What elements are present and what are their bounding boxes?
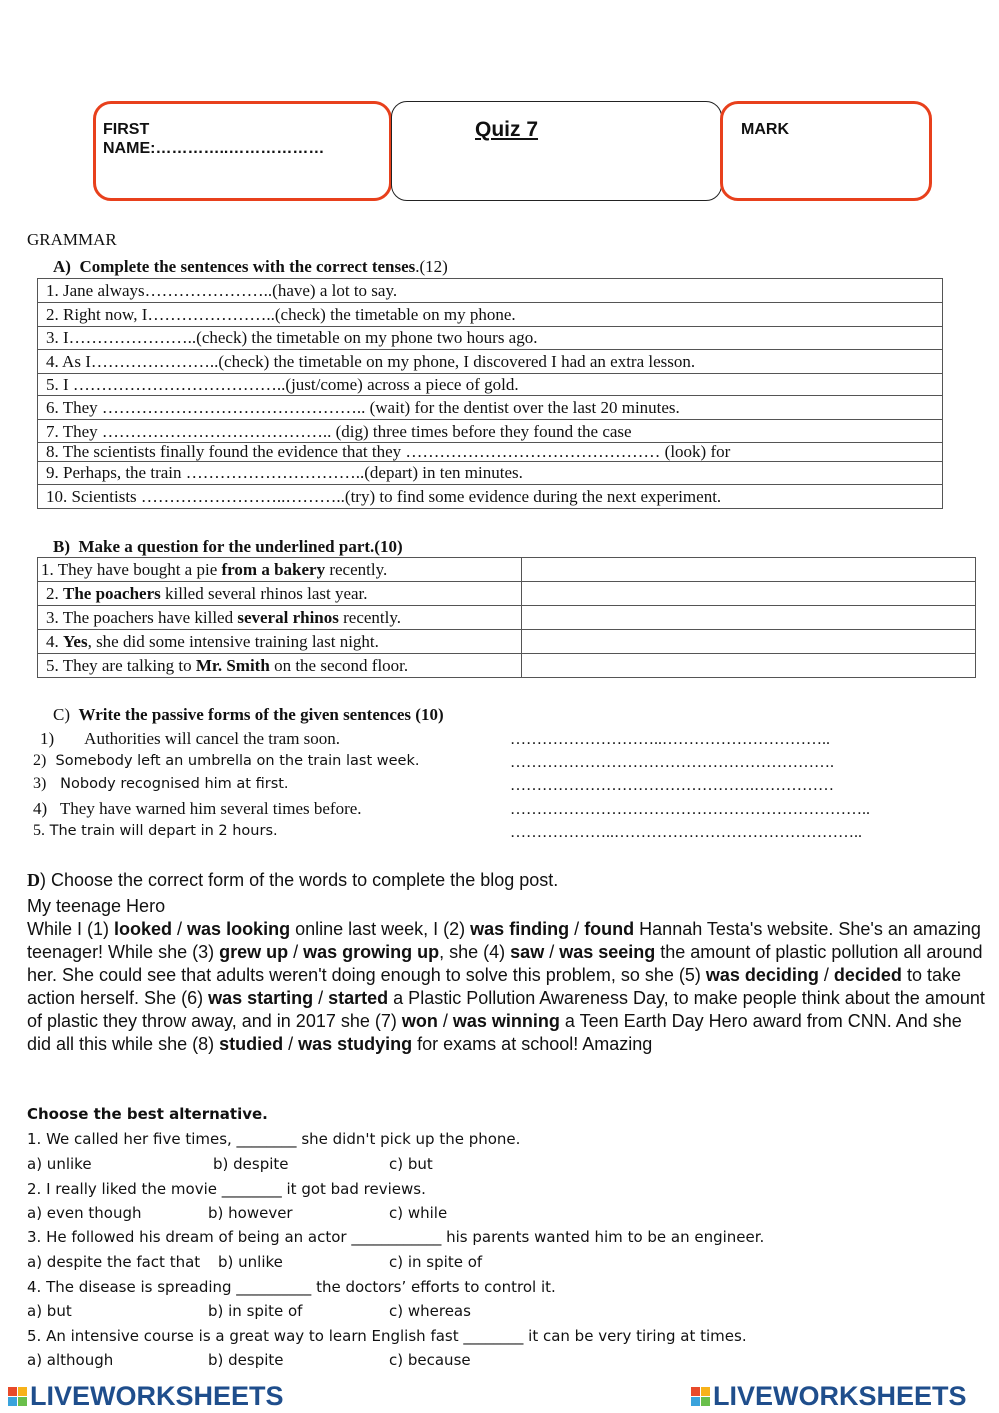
alt-question: 3. He followed his dream of being an actor ____________ his parents wanted him to be an engineer.: [27, 1228, 765, 1246]
section-a-row: 5. I ………………………………..(just/come) across a piece of gold.: [38, 374, 943, 396]
section-c-answer-line[interactable]: …………………………………………………………..: [510, 801, 870, 818]
alt-question: 1. We called her five times, ________ she didn't pick up the phone.: [27, 1130, 521, 1148]
option-3a[interactable]: grew up: [219, 942, 289, 962]
option-1a[interactable]: looked: [114, 919, 173, 939]
section-a-row: 6. They ……………………………………….. (wait) for the dentist over the last 20 minutes.: [38, 396, 943, 420]
grammar-heading: GRAMMAR: [27, 230, 117, 249]
option-8b[interactable]: was studying: [298, 1034, 413, 1054]
section-c-answer-line[interactable]: …………………………………………………….: [510, 754, 834, 771]
alt-option-b[interactable]: b) in spite of: [208, 1302, 303, 1320]
liveworksheets-logo-left: LIVEWORKSHEETS: [8, 1381, 284, 1412]
section-b-title: B) Make a question for the underlined part.(10): [53, 537, 403, 556]
option-7b[interactable]: was winning: [452, 1011, 560, 1031]
alternatives-title: Choose the best alternative.: [27, 1105, 268, 1123]
option-5b[interactable]: decided: [833, 965, 902, 985]
section-b-answer-cell[interactable]: [522, 606, 976, 630]
option-2b[interactable]: found: [584, 919, 635, 939]
section-c-title: C) Write the passive forms of the given sentences (10): [53, 705, 444, 724]
section-d-title: D) Choose the correct form of the words to complete the blog post.: [27, 870, 559, 890]
section-b-answer-cell[interactable]: [522, 558, 976, 582]
first-name-box: [93, 101, 392, 201]
section-b-question: 5. They are talking to Mr. Smith on the second floor.: [38, 654, 522, 678]
alt-option-b[interactable]: b) despite: [208, 1351, 284, 1369]
alt-option-c[interactable]: c) in spite of: [389, 1253, 483, 1271]
section-b-answer-cell[interactable]: [522, 654, 976, 678]
mark-label: MARK: [741, 121, 789, 138]
section-a-table: [37, 278, 943, 509]
alt-option-b[interactable]: b) however: [208, 1204, 293, 1222]
alt-option-a[interactable]: a) but: [27, 1302, 72, 1320]
section-b-question: 2. The poachers killed several rhinos last year.: [38, 582, 522, 606]
alt-question: 4. The disease is spreading __________ the doctors’ efforts to control it.: [27, 1278, 556, 1296]
alt-option-c[interactable]: c) while: [389, 1204, 448, 1222]
section-c-answer-line[interactable]: ………………………..…………………………..: [510, 731, 830, 748]
section-c-item: 2) Somebody left an umbrella on the train last week.: [33, 752, 420, 769]
option-7a[interactable]: won: [401, 1011, 438, 1031]
section-c-answer-line[interactable]: ……………………………………….……………: [510, 777, 834, 794]
blog-post: While I (1) looked / was looking online last week, I (2) was finding / found Hannah Testa's website. She's an amazing teenager! While she (3) grew up / was growing up, she (4) saw / was seeing the amount of plastic pollution all around her. She could see that adults weren't doing enough to solve this problem, so she (5) was deciding / decided to take action herself. She (6) was starting / started a Plastic Pollution Awareness Day, to make people think about the amount of plastic they throw away, and in 2017 she (7) won / was winning a Teen Earth Day Hero award from CNN. And she did all this while she (8) studied / was studying for exams at school! Amazing: [27, 919, 985, 1054]
logo-mark-icon: [8, 1387, 28, 1407]
alt-option-a[interactable]: a) although: [27, 1351, 114, 1369]
alt-option-c[interactable]: c) because: [389, 1351, 471, 1369]
section-a-row: 8. The scientists finally found the evidence that they ……………………………………… (look) for: [38, 443, 943, 462]
mark-box: [720, 101, 932, 201]
alt-option-c[interactable]: c) whereas: [389, 1302, 471, 1320]
section-a-row: 4. As I…………………..(check) the timetable on my phone, I discovered I had an extra lesson.: [38, 350, 943, 374]
option-4a[interactable]: saw: [510, 942, 545, 962]
alt-option-a[interactable]: a) unlike: [27, 1155, 92, 1173]
alt-option-b[interactable]: b) unlike: [218, 1253, 283, 1271]
section-c-item: 1) Authorities will cancel the tram soon.: [40, 729, 341, 748]
alt-question: 2. I really liked the movie ________ it got bad reviews.: [27, 1180, 426, 1198]
alt-option-a[interactable]: a) even though: [27, 1204, 142, 1222]
section-b-question: 1. They have bought a pie from a bakery recently.: [38, 558, 522, 582]
logo-mark-icon: [691, 1387, 711, 1407]
section-a-title: A) Complete the sentences with the correct tenses.(12): [53, 257, 448, 276]
option-1b[interactable]: was looking: [187, 919, 291, 939]
section-c-item: 4) They have warned him several times before.: [33, 799, 362, 818]
section-a-row: 7. They ………………………………….. (dig) three times before they found the case: [38, 420, 943, 443]
section-a-row: 3. I…………………..(check) the timetable on my phone two hours ago.: [38, 327, 943, 350]
blog-title: My teenage Hero: [27, 896, 166, 916]
alt-option-a[interactable]: a) despite the fact that: [27, 1253, 201, 1271]
option-2a[interactable]: was finding: [470, 919, 570, 939]
section-c-answer-line[interactable]: ………………..………………………………………..: [510, 824, 862, 841]
section-a-row: 9. Perhaps, the train …………………………..(depart) in ten minutes.: [38, 462, 943, 485]
option-3b[interactable]: was growing up: [303, 942, 440, 962]
quiz-title-box: [391, 101, 722, 201]
liveworksheets-logo-right: LIVEWORKSHEETS: [691, 1381, 967, 1412]
section-a-row: 10. Scientists ……………………..………..(try) to find some evidence during the next experiment.: [38, 485, 943, 509]
section-a-row: 1. Jane always…………………..(have) a lot to say.: [38, 279, 943, 303]
section-a-row: 2. Right now, I…………………..(check) the timetable on my phone.: [38, 303, 943, 327]
alt-option-c[interactable]: c) but: [389, 1155, 433, 1173]
alt-option-b[interactable]: b) despite: [213, 1155, 289, 1173]
section-c-item: 3) Nobody recognised him at first.: [33, 775, 289, 792]
option-5a[interactable]: was deciding: [705, 965, 819, 985]
option-4b[interactable]: was seeing: [559, 942, 656, 962]
option-6b[interactable]: started: [328, 988, 389, 1008]
quiz-title: Quiz 7: [475, 118, 539, 141]
section-b-answer-cell[interactable]: [522, 630, 976, 654]
section-b-question: 3. The poachers have killed several rhinos recently.: [38, 606, 522, 630]
section-b-answer-cell[interactable]: [522, 582, 976, 606]
section-b-table: [37, 557, 976, 678]
section-c-item: 5. The train will depart in 2 hours.: [33, 822, 278, 839]
option-6a[interactable]: was starting: [208, 988, 314, 1008]
first-name-label: FIRST NAME:…………..………………: [103, 121, 325, 157]
alt-question: 5. An intensive course is a great way to learn English fast ________ it can be very tiring at times.: [27, 1327, 747, 1345]
section-b-question: 4. Yes, she did some intensive training last night.: [38, 630, 522, 654]
option-8a[interactable]: studied: [219, 1034, 284, 1054]
